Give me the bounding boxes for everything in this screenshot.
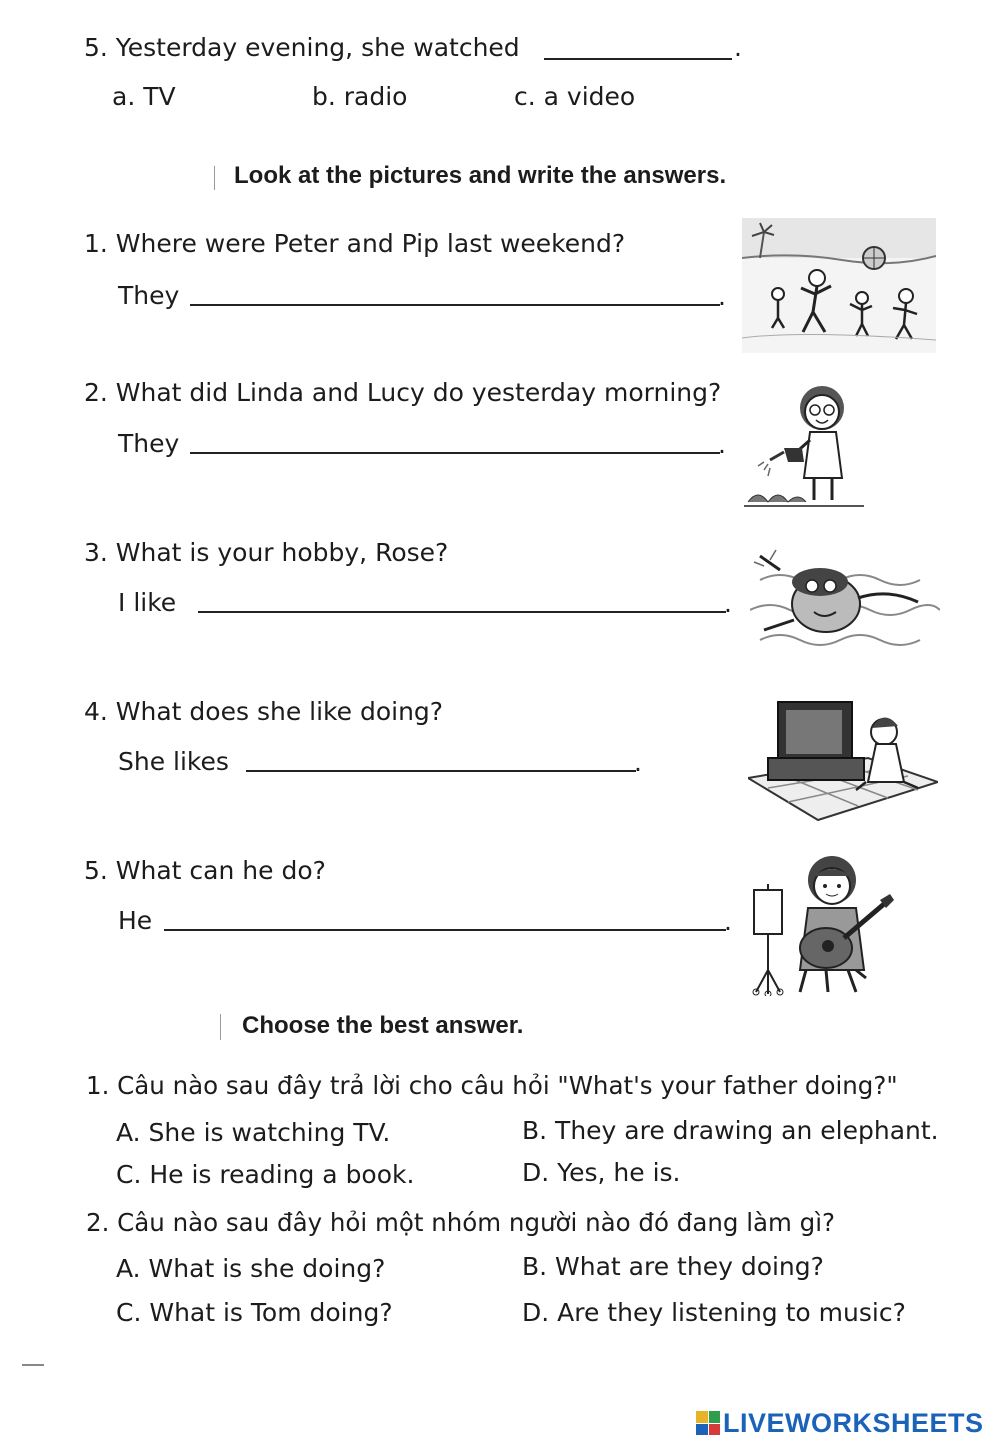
divider: [220, 1014, 221, 1040]
period: .: [734, 33, 742, 62]
answer-blank-top[interactable]: [544, 58, 732, 60]
option-a[interactable]: a. TV: [112, 82, 176, 111]
scan-mark: [22, 1364, 44, 1366]
s2-q1-option-a[interactable]: A. She is watching TV.: [116, 1118, 391, 1147]
period: .: [724, 907, 732, 936]
watching-tv-picture: [748, 698, 938, 822]
brand-name: LIVEWORKSHEETS: [723, 1407, 984, 1438]
s1-answer-prefix-1: They: [118, 281, 180, 310]
option-c[interactable]: c. a video: [514, 82, 636, 111]
s1-answer-blank-1[interactable]: [190, 304, 720, 306]
s1-answer-blank-2[interactable]: [190, 452, 720, 454]
section1-heading: Look at the pictures and write the answers.: [234, 162, 727, 189]
s1-question-4: 4. What does she like doing?: [84, 697, 444, 726]
period: .: [634, 748, 642, 777]
s1-answer-blank-5[interactable]: [164, 929, 726, 931]
s1-answer-prefix-3: I like: [118, 588, 177, 617]
beach-picture: [742, 218, 936, 353]
s1-answer-prefix-5: He: [118, 906, 153, 935]
watering-plants-picture: [744, 378, 864, 512]
s2-q2-option-c[interactable]: C. What is Tom doing?: [116, 1298, 393, 1327]
period: .: [718, 430, 726, 459]
s1-question-1: 1. Where were Peter and Pip last weekend?: [84, 229, 626, 258]
guitar-picture: [748, 850, 896, 996]
s2-q2-option-a[interactable]: A. What is she doing?: [116, 1254, 386, 1283]
divider: [214, 166, 215, 190]
s2-q2-option-d[interactable]: D. Are they listening to music?: [522, 1298, 906, 1327]
s1-question-2: 2. What did Linda and Lucy do yesterday morning?: [84, 378, 722, 407]
section2-heading: Choose the best answer.: [242, 1012, 524, 1039]
s2-question-2: 2. Câu nào sau đây hỏi một nhóm người nào đó đang làm gì?: [86, 1208, 836, 1237]
s1-answer-blank-3[interactable]: [198, 611, 726, 613]
liveworksheets-logo[interactable]: [696, 1408, 984, 1438]
swimming-picture: [750, 540, 940, 664]
liveworksheets-icon: [696, 1411, 720, 1435]
s2-q1-option-d[interactable]: D. Yes, he is.: [522, 1158, 681, 1187]
option-b[interactable]: b. radio: [312, 82, 408, 111]
question-top-text: 5. Yesterday evening, she watched: [84, 33, 520, 62]
s1-question-3: 3. What is your hobby, Rose?: [84, 538, 449, 567]
s2-q2-option-b[interactable]: B. What are they doing?: [522, 1252, 824, 1281]
s1-question-5: 5. What can he do?: [84, 856, 326, 885]
s2-q1-option-b[interactable]: B. They are drawing an elephant.: [522, 1116, 939, 1145]
s1-answer-prefix-2: They: [118, 429, 180, 458]
s1-answer-prefix-4: She likes: [118, 747, 229, 776]
period: .: [724, 589, 732, 618]
period: .: [718, 282, 726, 311]
s2-q1-option-c[interactable]: C. He is reading a book.: [116, 1160, 415, 1189]
s1-answer-blank-4[interactable]: [246, 770, 636, 772]
s2-question-1: 1. Câu nào sau đây trả lời cho câu hỏi "What's your father doing?": [86, 1071, 898, 1100]
